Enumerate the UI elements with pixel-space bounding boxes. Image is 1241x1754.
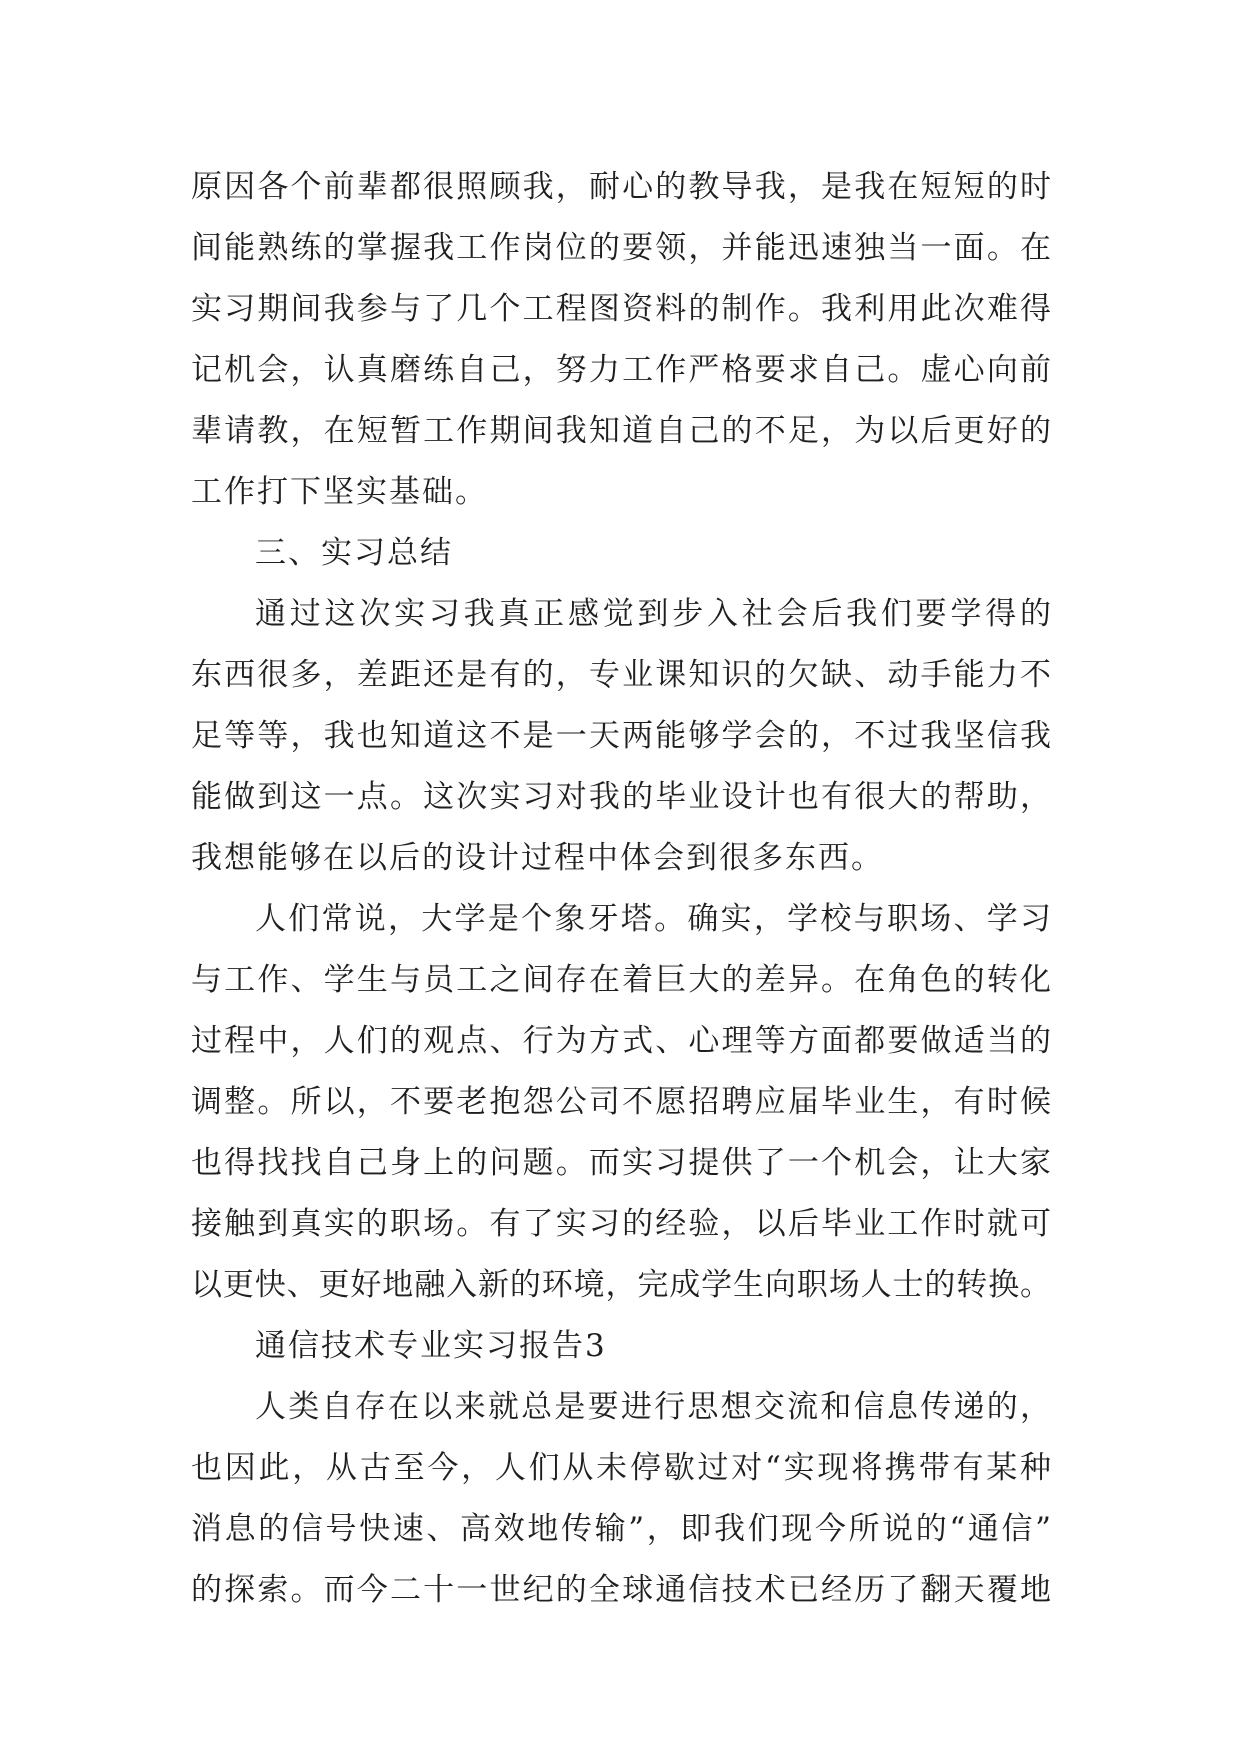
text-line: 人类自存在以来就总是要进行思想交流和信息传递的， xyxy=(255,1389,1051,1425)
section-heading: 三、实习总结 xyxy=(255,535,453,571)
text-line: 消息的信号快速、高效地传输”，即我们现今所说的“通信” xyxy=(191,1511,1051,1547)
text-line: 东西很多，差距还是有的，专业课知识的欠缺、动手能力不 xyxy=(191,657,1051,693)
text-line: 工作打下坚实基础。 xyxy=(191,474,488,510)
text-line: 辈请教，在短暂工作期间我知道自己的不足，为以后更好的 xyxy=(191,413,1051,449)
text-line: 调整。所以，不要老抱怨公司不愿招聘应届毕业生，有时候 xyxy=(191,1084,1051,1120)
text-line: 与工作、学生与员工之间存在着巨大的差异。在角色的转化 xyxy=(191,962,1051,998)
text-line: 原因各个前辈都很照顾我，耐心的教导我，是我在短短的时 xyxy=(191,169,1051,205)
report-title: 通信技术专业实习报告3 xyxy=(255,1328,607,1364)
document-body xyxy=(191,157,1051,1621)
text-line: 也得找找自己身上的问题。而实习提供了一个机会，让大家 xyxy=(191,1145,1051,1181)
text-line: 过程中，人们的观点、行为方式、心理等方面都要做适当的 xyxy=(191,1023,1051,1059)
text-line: 记机会，认真磨练自己，努力工作严格要求自己。虚心向前 xyxy=(191,352,1051,388)
text-line: 接触到真实的职场。有了实习的经验，以后毕业工作时就可 xyxy=(191,1206,1051,1242)
text-line: 足等等，我也知道这不是一天两能够学会的，不过我坚信我 xyxy=(191,718,1051,754)
text-line: 间能熟练的掌握我工作岗位的要领，并能迅速独当一面。在 xyxy=(191,230,1051,266)
text-line: 实习期间我参与了几个工程图资料的制作。我利用此次难得 xyxy=(191,291,1051,327)
text-line: 人们常说，大学是个象牙塔。确实，学校与职场、学习 xyxy=(255,901,1051,937)
text-line: 以更快、更好地融入新的环境，完成学生向职场人士的转换。 xyxy=(191,1267,1051,1303)
text-line: 的探索。而今二十一世纪的全球通信技术已经历了翻天覆地 xyxy=(191,1572,1051,1608)
text-line: 也因此，从古至今，人们从未停歇过对“实现将携带有某种 xyxy=(191,1450,1051,1486)
text-line: 能做到这一点。这次实习对我的毕业设计也有很大的帮助， xyxy=(191,779,1051,815)
text-line: 通过这次实习我真正感觉到步入社会后我们要学得的 xyxy=(255,596,1051,632)
text-line: 我想能够在以后的设计过程中体会到很多东西。 xyxy=(191,840,884,876)
